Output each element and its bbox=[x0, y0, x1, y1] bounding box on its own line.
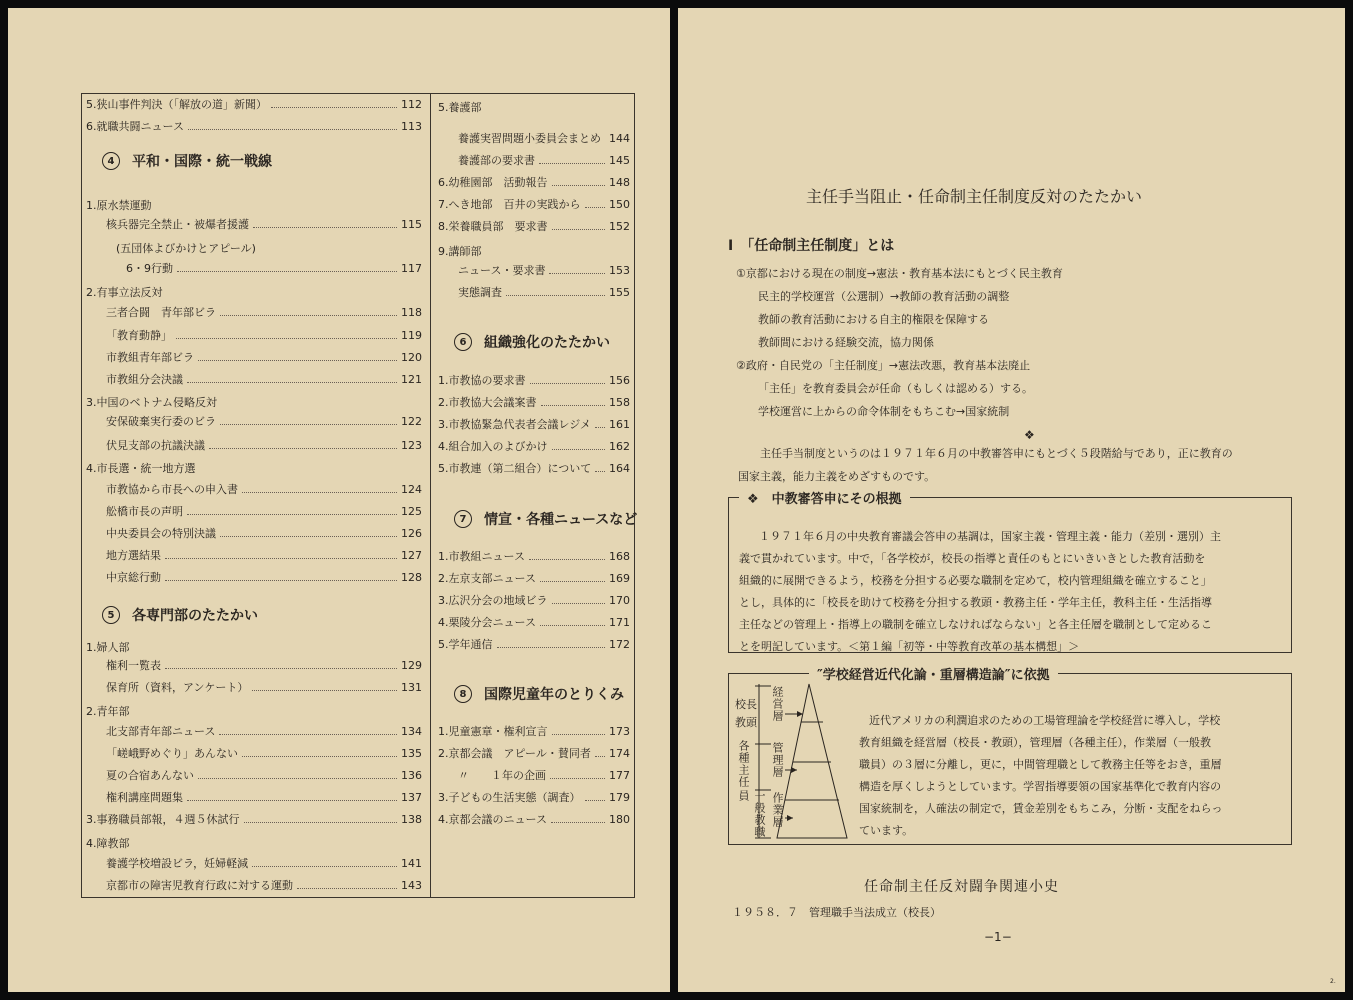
toc-entry bbox=[106, 302, 422, 322]
layer-administrative: 管理層 bbox=[771, 742, 784, 778]
toc-entry-title: 権利一覧表 bbox=[106, 659, 161, 672]
toc-leader-dots bbox=[187, 800, 397, 801]
toc-entry bbox=[106, 545, 422, 565]
role-principal: 校長 bbox=[735, 698, 757, 711]
toc-leader-dots bbox=[220, 424, 397, 425]
toc-entry-page: 169 bbox=[609, 571, 630, 585]
toc-entry-page: 144 bbox=[609, 131, 630, 145]
section-number-badge: 6 bbox=[454, 333, 472, 351]
toc-entry-title: 2.京都会議 アピール・賛同者 bbox=[438, 747, 591, 760]
item-line: 学校運営に上からの命令体制をもちこむ→国家統制 bbox=[758, 405, 1010, 418]
toc-entry bbox=[106, 523, 422, 543]
toc-entry bbox=[438, 436, 630, 456]
toc-leader-dots bbox=[552, 603, 606, 604]
toc-entry-page: 137 bbox=[401, 790, 422, 804]
section-title: 各専門部のたたかい bbox=[132, 608, 258, 624]
toc-entry-title: 8.栄養職員部 要求書 bbox=[438, 220, 548, 233]
section-number-badge: 4 bbox=[102, 152, 120, 170]
intro-line: 主任手当制度というのは１９７１年６月の中教審答申にもとづく５段階給与であり，正に教育の bbox=[760, 447, 1233, 460]
toc-entry-page: 119 bbox=[401, 328, 422, 342]
item-line: 教師間における経験交流，協力関係 bbox=[758, 336, 934, 349]
toc-entry-title: 6・9行動 bbox=[126, 262, 173, 275]
toc-leader-dots bbox=[595, 756, 605, 757]
toc-leader-dots bbox=[551, 822, 605, 823]
toc-entry-title: 中京総行動 bbox=[106, 571, 161, 584]
toc-entry-page: 153 bbox=[609, 263, 630, 277]
toc-entry-title: 市教組青年部ビラ bbox=[106, 351, 194, 364]
toc-entry bbox=[458, 765, 630, 785]
role-general-staff: 一般教職員 bbox=[737, 790, 766, 838]
section-number-badge: 5 bbox=[102, 606, 120, 624]
toc-leader-dots bbox=[552, 449, 606, 450]
toc-entry-page: 122 bbox=[401, 414, 422, 428]
toc-entry bbox=[126, 258, 422, 278]
toc-entry bbox=[106, 369, 422, 389]
toc-entry bbox=[438, 612, 630, 632]
corner-mark: 2. bbox=[1330, 978, 1336, 985]
toc-entry bbox=[106, 325, 422, 345]
toc-entry bbox=[86, 94, 422, 114]
management-line: 国家統制を，人確法の制定で，賃金差別をもちこみ，分断・支配をねらっ bbox=[859, 802, 1223, 815]
toc-entry-page: 152 bbox=[609, 219, 630, 233]
toc-leader-dots bbox=[539, 163, 605, 164]
toc-subheading: 4.市長選・統一地方選 bbox=[86, 462, 196, 475]
toc-subheading: 2.有事立法反対 bbox=[86, 286, 163, 299]
toc-entry-title: 市教協から市長への申入書 bbox=[106, 483, 238, 496]
toc-entry-title: 実態調査 bbox=[458, 286, 502, 299]
toc-entry-title: 4.京都会議のニュース bbox=[438, 813, 547, 826]
toc-entry-title: 1.市教組ニュース bbox=[438, 550, 525, 563]
management-line: ています。 bbox=[859, 824, 914, 837]
toc-entry bbox=[106, 411, 422, 431]
toc-entry-page: 123 bbox=[401, 438, 422, 452]
toc-entry-title: 6.就職共闘ニュース bbox=[86, 120, 184, 133]
toc-entry-title: 権利講座問題集 bbox=[106, 791, 183, 804]
section-number-badge: 8 bbox=[454, 685, 472, 703]
toc-subheading: 1.婦人部 bbox=[86, 641, 130, 654]
toc-leader-dots bbox=[595, 471, 605, 472]
toc-subheading: 9.講師部 bbox=[438, 245, 482, 258]
toc-leader-dots bbox=[540, 625, 605, 626]
toc-entry-page: 141 bbox=[401, 856, 422, 870]
toc-entry-title: 4.組合加入のよびかけ bbox=[438, 440, 548, 453]
toc-entry-page: 127 bbox=[401, 548, 422, 562]
toc-entry-title: 保育所（資料，アンケート） bbox=[106, 681, 249, 694]
toc-entry-title: 6.幼稚園部 活動報告 bbox=[438, 176, 548, 189]
toc-entry-page: 174 bbox=[609, 746, 630, 760]
toc-entry-page: 155 bbox=[609, 285, 630, 299]
toc-subheading: (五団体よびかけとアピール) bbox=[116, 242, 256, 255]
toc-leader-dots bbox=[198, 360, 397, 361]
toc-leader-dots bbox=[187, 382, 397, 383]
toc-leader-dots bbox=[541, 405, 606, 406]
toc-entry-title: 養護部の要求書 bbox=[458, 154, 535, 167]
toc-entry-page: 145 bbox=[609, 153, 630, 167]
toc-subheading: 1.原水禁運動 bbox=[86, 199, 152, 212]
root-box bbox=[728, 492, 1292, 653]
root-line: とを明記しています。＜第１編「初等・中等教育改革の基本構想」＞ bbox=[739, 640, 1080, 653]
toc-entry-page: 179 bbox=[609, 790, 630, 804]
toc-subheading: 5.養護部 bbox=[438, 101, 482, 114]
toc-entry bbox=[438, 590, 630, 610]
management-line: 構造を厚くしようとしています。学習指導要領の国家基準化で教育内容の bbox=[859, 780, 1222, 793]
toc-entry-page: 161 bbox=[609, 417, 630, 431]
toc-entry-title: 2.左京支部ニュース bbox=[438, 572, 536, 585]
layer-management: 経営層 bbox=[771, 686, 784, 722]
toc-entry bbox=[86, 809, 422, 829]
toc-entry bbox=[438, 370, 630, 390]
toc-entry-page: 115 bbox=[401, 217, 422, 231]
toc-section-heading bbox=[102, 149, 272, 173]
intro-line: 国家主義，能力主義をめざすものです。 bbox=[738, 470, 936, 483]
role-vice-principal: 教頭 bbox=[735, 716, 757, 729]
toc-entry-page: 172 bbox=[609, 637, 630, 651]
toc-entry-page: 128 bbox=[401, 570, 422, 584]
toc-entry-title: 3.事務職員部報，４週５休試行 bbox=[86, 813, 240, 826]
toc-entry bbox=[438, 787, 630, 807]
toc-entry-title: 1.児童憲章・権利宣言 bbox=[438, 725, 548, 738]
toc-subheading: 2.青年部 bbox=[86, 705, 130, 718]
toc-entry bbox=[438, 458, 630, 478]
toc-entry-page: 113 bbox=[401, 119, 422, 133]
left-page bbox=[8, 8, 670, 992]
management-line: 職員）の３層に分離し，更に，中間管理職として教務主任等をおき，重層 bbox=[859, 758, 1222, 771]
toc-leader-dots bbox=[497, 647, 606, 648]
toc-leader-dots bbox=[252, 690, 397, 691]
asterisk-ornament: ❖ bbox=[1024, 428, 1035, 442]
toc-entry-page: 150 bbox=[609, 197, 630, 211]
toc-entry-title: 3.子どもの生活実態（調査） bbox=[438, 791, 581, 804]
toc-leader-dots bbox=[165, 580, 397, 581]
toc-entry-page: 171 bbox=[609, 615, 630, 629]
toc-entry-page: 173 bbox=[609, 724, 630, 738]
toc-leader-dots bbox=[177, 271, 397, 272]
toc-entry-title: 中央委員会の特別決議 bbox=[106, 527, 216, 540]
toc-entry-page: 131 bbox=[401, 680, 422, 694]
toc-leader-dots bbox=[530, 383, 606, 384]
toc-entry-title: 核兵器完全禁止・被爆者援護 bbox=[106, 218, 249, 231]
toc-entry bbox=[438, 743, 630, 763]
toc-leader-dots bbox=[252, 866, 397, 867]
section-heading: Ⅰ 「任命制主任制度」とは bbox=[728, 238, 895, 254]
toc-entry-title: 〃 １年の企画 bbox=[458, 769, 546, 782]
toc-leader-dots bbox=[176, 338, 397, 339]
table-of-contents-box bbox=[81, 93, 638, 898]
root-line: １９７１年６月の中央教育審議会答申の基調は，国家主義・管理主義・能力（差別・選別）主 bbox=[759, 530, 1221, 543]
toc-entry-page: 121 bbox=[401, 372, 422, 386]
toc-entry bbox=[106, 479, 422, 499]
toc-leader-dots bbox=[271, 107, 397, 108]
toc-entry-page: 177 bbox=[609, 768, 630, 782]
toc-entry-page: 124 bbox=[401, 482, 422, 496]
toc-entry-title: 市教組分会決議 bbox=[106, 373, 183, 386]
toc-entry bbox=[106, 214, 422, 234]
section-title: 平和・国際・統一戦線 bbox=[132, 154, 272, 170]
section-title: 国際児童年のとりくみ bbox=[484, 687, 624, 703]
root-box-label: ❖ 中教審答申にその根拠 bbox=[739, 488, 910, 507]
toc-entry-title: 三者合闘 青年部ビラ bbox=[106, 306, 216, 319]
toc-entry-title: 伏見支部の抗議決議 bbox=[106, 439, 205, 452]
toc-entry-title: 養護実習問題小委員会まとめ bbox=[458, 132, 601, 145]
toc-entry-title: 5.学年通信 bbox=[438, 638, 493, 651]
toc-leader-dots bbox=[242, 492, 397, 493]
toc-entry-page: 164 bbox=[609, 461, 630, 475]
toc-entry-page: 143 bbox=[401, 878, 422, 892]
toc-entry bbox=[438, 809, 630, 829]
toc-entry bbox=[438, 721, 630, 741]
toc-entry-title: 夏の合宿あんない bbox=[106, 769, 194, 782]
toc-entry-page: 112 bbox=[401, 97, 422, 111]
toc-entry bbox=[106, 787, 422, 807]
toc-leader-dots bbox=[506, 295, 605, 296]
toc-entry-title: 3.広沢分会の地域ビラ bbox=[438, 594, 548, 607]
right-page bbox=[678, 8, 1345, 992]
toc-leader-dots bbox=[165, 558, 397, 559]
toc-leader-dots bbox=[585, 800, 606, 801]
toc-entry bbox=[438, 392, 630, 412]
toc-entry-page: 134 bbox=[401, 724, 422, 738]
toc-leader-dots bbox=[585, 207, 606, 208]
toc-section-heading bbox=[454, 682, 624, 706]
toc-leader-dots bbox=[220, 315, 397, 316]
toc-leader-dots bbox=[165, 668, 397, 669]
toc-section-heading bbox=[454, 507, 637, 531]
toc-entry-title: 舩橋市長の声明 bbox=[106, 505, 183, 518]
toc-entry-page: 168 bbox=[609, 549, 630, 563]
root-line: とし，具体的に「校長を助けて校務を分担する教頭・教務主任・学年主任，教科主任・生活指導 bbox=[739, 596, 1212, 609]
toc-section-heading bbox=[454, 330, 610, 354]
section-title: 情宣・各種ニュースなど bbox=[484, 512, 638, 528]
toc-leader-dots bbox=[244, 822, 398, 823]
toc-entry-title: 北支部青年部ニュース bbox=[106, 725, 216, 738]
column-divider bbox=[430, 94, 431, 897]
toc-entry-page: 138 bbox=[401, 812, 422, 826]
toc-leader-dots bbox=[188, 129, 397, 130]
toc-entry-page: 129 bbox=[401, 658, 422, 672]
toc-subheading: 4.障教部 bbox=[86, 837, 130, 850]
toc-entry-title: 7.へき地部 百井の実践から bbox=[438, 198, 581, 211]
management-line: 教育組織を経営層（校長・教頭），管理層（各種主任），作業層（一般教 bbox=[859, 736, 1211, 749]
toc-entry bbox=[106, 875, 422, 895]
history-title: 任命制主任反対闘争関連小史 bbox=[864, 879, 1059, 895]
toc-entry bbox=[438, 216, 630, 236]
role-chief: 各種主任 bbox=[737, 740, 750, 788]
history-line: １９５８．７ 管理職手当法成立（校長） bbox=[732, 906, 941, 919]
toc-entry bbox=[106, 501, 422, 521]
toc-entry bbox=[106, 655, 422, 675]
item-line: 「主任」を教育委員会が任命（もしくは認める）する。 bbox=[758, 382, 1033, 395]
toc-entry bbox=[106, 435, 422, 455]
toc-entry bbox=[438, 546, 630, 566]
toc-entry bbox=[106, 567, 422, 587]
toc-leader-dots bbox=[187, 514, 397, 515]
toc-entry bbox=[438, 414, 630, 434]
toc-entry bbox=[458, 282, 630, 302]
toc-entry-title: 「嵯峨野めぐり」あんない bbox=[106, 747, 238, 760]
management-line: 近代アメリカの利潤追求のための工場管理論を学校経営に導入し，学校 bbox=[869, 714, 1221, 727]
toc-entry-page: 126 bbox=[401, 526, 422, 540]
section-number-badge: 7 bbox=[454, 510, 472, 528]
toc-entry bbox=[106, 743, 422, 763]
toc-entry-title: 3.市教協緊急代表者会議レジメ bbox=[438, 418, 591, 431]
toc-entry-title: ニュース・要求書 bbox=[458, 264, 546, 277]
item-line: 民主的学校運営（公選制）→教師の教育活動の調整 bbox=[758, 290, 1010, 303]
toc-entry bbox=[86, 116, 422, 136]
item-line: 教師の教育活動における自主的権限を保障する bbox=[758, 313, 989, 326]
root-line: 主任などの管理上・指導上の職制を確立しなければならない」と各主任層を職制として定めるこ bbox=[739, 618, 1212, 631]
toc-section-heading bbox=[102, 603, 258, 627]
toc-entry-title: 安保破棄実行委のビラ bbox=[106, 415, 216, 428]
toc-leader-dots bbox=[219, 734, 397, 735]
toc-entry-title: 京都市の障害児教育行政に対する運動 bbox=[106, 879, 293, 892]
toc-entry bbox=[438, 194, 630, 214]
root-line: 組織的に展開できるよう，校務を分担する必要な職制を定めて，校内管理組織を確立すること」 bbox=[739, 574, 1212, 587]
main-title: 主任手当阻止・任命制主任制度反対のたたかい bbox=[806, 187, 1143, 206]
toc-entry-title: 5.市教連（第二組合）について bbox=[438, 462, 592, 475]
toc-leader-dots bbox=[529, 559, 605, 560]
toc-entry-page: 118 bbox=[401, 305, 422, 319]
toc-entry bbox=[106, 853, 422, 873]
toc-entry bbox=[106, 677, 422, 697]
management-box bbox=[728, 668, 1292, 845]
toc-leader-dots bbox=[209, 448, 397, 449]
toc-entry bbox=[106, 765, 422, 785]
toc-entry bbox=[438, 172, 630, 192]
toc-leader-dots bbox=[220, 536, 397, 537]
toc-entry-page: 125 bbox=[401, 504, 422, 518]
toc-entry-page: 120 bbox=[401, 350, 422, 364]
toc-leader-dots bbox=[297, 888, 397, 889]
toc-leader-dots bbox=[595, 427, 605, 428]
toc-leader-dots bbox=[253, 227, 397, 228]
toc-entry-page: 180 bbox=[609, 812, 630, 826]
toc-entry-title: 1.市教協の要求書 bbox=[438, 374, 526, 387]
item-line: ①京都における現在の制度→憲法・教育基本法にもとづく民主教育 bbox=[736, 267, 1063, 280]
toc-entry-title: 「教育動静」 bbox=[106, 329, 172, 342]
toc-leader-dots bbox=[552, 734, 606, 735]
toc-entry-page: 148 bbox=[609, 175, 630, 189]
toc-entry bbox=[458, 128, 630, 148]
page-number: −1− bbox=[984, 930, 1012, 944]
toc-entry-title: 地方選結果 bbox=[106, 549, 161, 562]
toc-entry-page: 156 bbox=[609, 373, 630, 387]
toc-leader-dots bbox=[552, 229, 606, 230]
toc-entry-title: 5.狭山事件判決（「解放の道」新聞） bbox=[86, 98, 267, 111]
toc-leader-dots bbox=[549, 273, 605, 274]
root-line: 義で貫かれています。中で，「各学校が，校長の指導と責任のもとにいきいきとした教育活動を bbox=[739, 552, 1206, 565]
toc-entry-page: 135 bbox=[401, 746, 422, 760]
layer-operational: 作業層 bbox=[771, 792, 784, 828]
toc-entry-page: 162 bbox=[609, 439, 630, 453]
toc-leader-dots bbox=[550, 778, 605, 779]
toc-entry-page: 158 bbox=[609, 395, 630, 409]
toc-entry bbox=[438, 568, 630, 588]
toc-leader-dots bbox=[552, 185, 606, 186]
toc-subheading: 3.中国のベトナム侵略反対 bbox=[86, 396, 217, 409]
management-box-label: ″学校経営近代化論・重層構造論″に依拠 bbox=[809, 664, 1058, 683]
toc-entry bbox=[106, 721, 422, 741]
toc-leader-dots bbox=[198, 778, 397, 779]
toc-entry bbox=[438, 634, 630, 654]
item-line: ②政府・自民党の「主任制度」→憲法改悪，教育基本法廃止 bbox=[736, 359, 1031, 372]
toc-entry bbox=[458, 150, 630, 170]
hierarchy-pyramid-diagram bbox=[753, 678, 853, 842]
toc-leader-dots bbox=[540, 581, 605, 582]
toc-entry bbox=[458, 260, 630, 280]
toc-leader-dots bbox=[242, 756, 397, 757]
toc-entry-page: 117 bbox=[401, 261, 422, 275]
section-title: 組織強化のたたかい bbox=[484, 335, 610, 351]
toc-entry-title: 4.栗陵分会ニュース bbox=[438, 616, 536, 629]
toc-entry-title: 2.市教協大会議案書 bbox=[438, 396, 537, 409]
toc-entry-title: 養護学校増設ビラ，妊婦軽減 bbox=[106, 857, 249, 870]
toc-entry-page: 136 bbox=[401, 768, 422, 782]
toc-entry-page: 170 bbox=[609, 593, 630, 607]
toc-entry bbox=[106, 347, 422, 367]
